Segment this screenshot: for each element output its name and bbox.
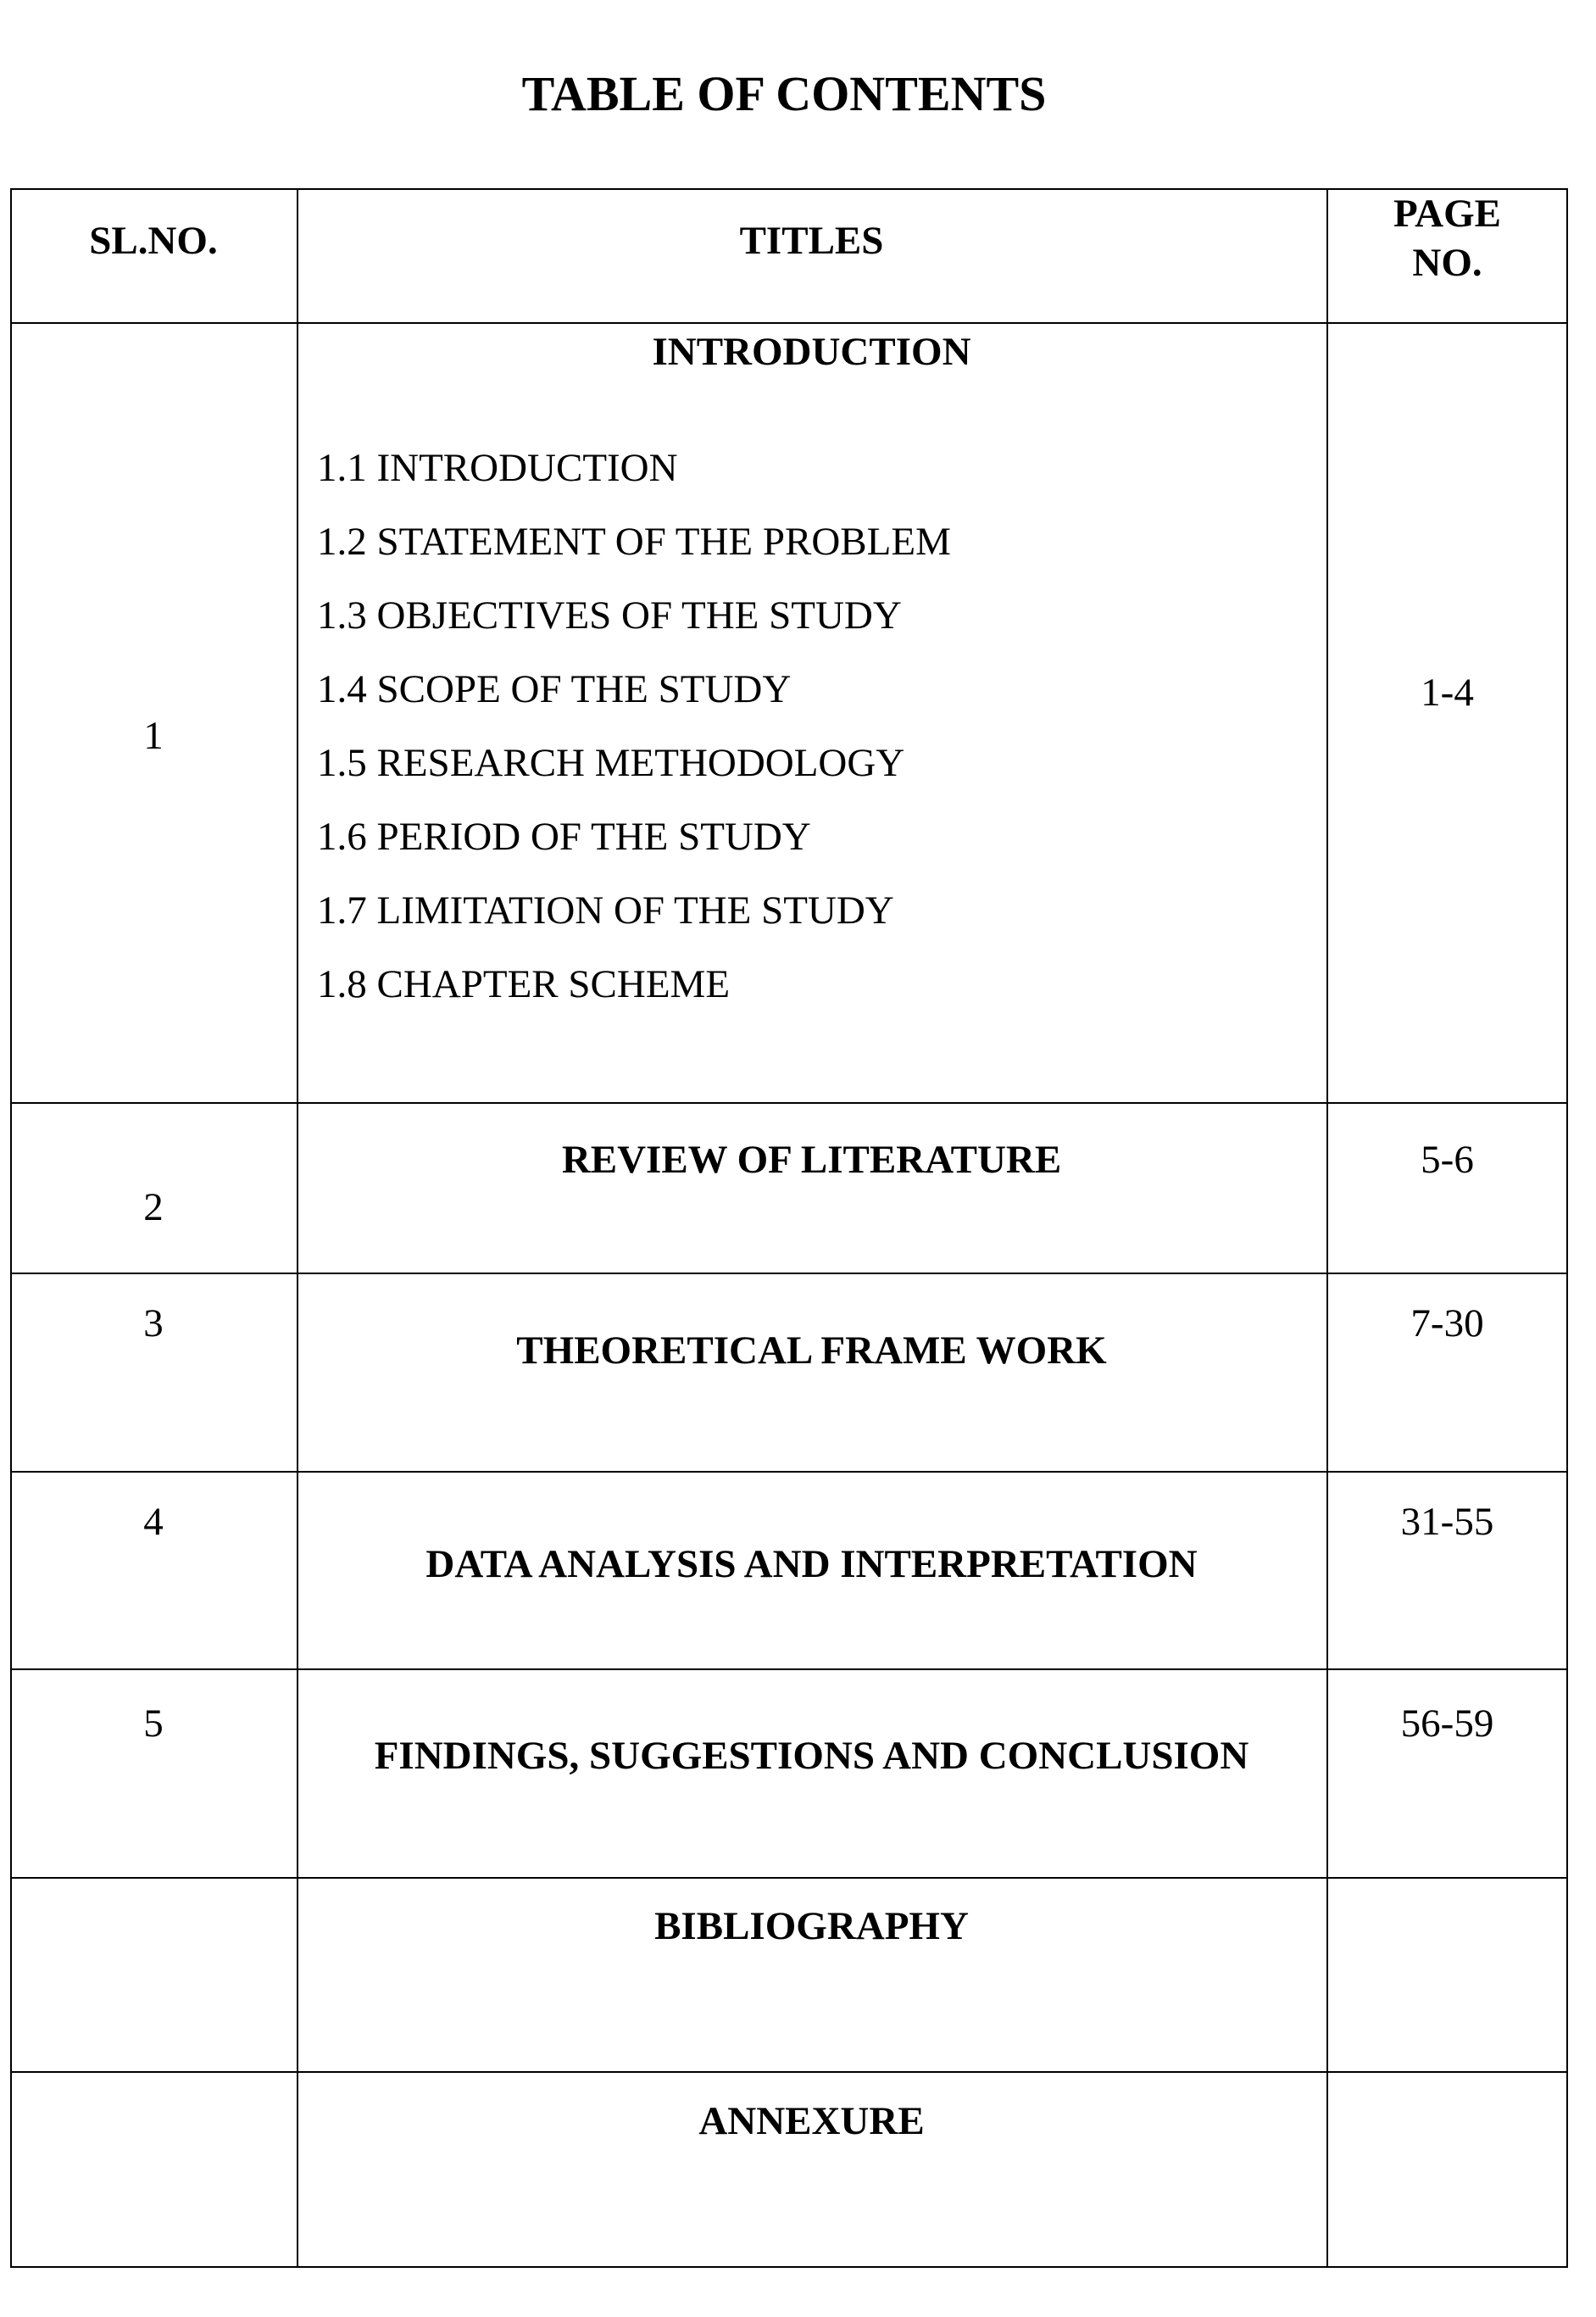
toc-subitem: 1.3 OBJECTIVES OF THE STUDY <box>317 593 902 638</box>
table-border-bottom <box>10 2266 1568 2268</box>
row-sl-no: 4 <box>143 1500 164 1544</box>
row-page-range: 5-6 <box>1421 1138 1474 1182</box>
header-sl-no: SL.NO. <box>89 219 218 263</box>
row-page-range: 1-4 <box>1421 671 1474 715</box>
row-divider <box>10 322 1568 324</box>
row-page-range: 56-59 <box>1400 1702 1494 1746</box>
row-page-range: 7-30 <box>1410 1301 1484 1345</box>
row-divider <box>10 1877 1568 1879</box>
row-title: DATA ANALYSIS AND INTERPRETATION <box>425 1542 1198 1586</box>
row-title: BIBLIOGRAPHY <box>654 1904 969 1948</box>
page-title: TABLE OF CONTENTS <box>521 66 1047 121</box>
toc-subitem: 1.7 LIMITATION OF THE STUDY <box>317 888 894 933</box>
table-border-right <box>1566 188 1568 2268</box>
column-divider <box>1326 188 1328 2268</box>
row-divider <box>10 2071 1568 2073</box>
row-title: FINDINGS, SUGGESTIONS AND CONCLUSION <box>374 1734 1249 1778</box>
toc-subitem: 1.4 SCOPE OF THE STUDY <box>317 667 792 711</box>
row-title: INTRODUCTION <box>652 330 971 374</box>
row-title: THEORETICAL FRAME WORK <box>516 1328 1107 1373</box>
toc-subitem: 1.2 STATEMENT OF THE PROBLEM <box>317 520 951 564</box>
header-titles: TITLES <box>739 219 884 263</box>
row-page-range: 31-55 <box>1400 1500 1494 1544</box>
row-divider <box>10 1668 1568 1670</box>
row-sl-no: 3 <box>143 1301 164 1345</box>
toc-subitem: 1.6 PERIOD OF THE STUDY <box>317 815 811 859</box>
header-page-no-line1: PAGE <box>1393 192 1502 236</box>
row-divider <box>10 1102 1568 1104</box>
row-divider <box>10 1273 1568 1274</box>
row-title: ANNEXURE <box>698 2099 925 2143</box>
row-sl-no: 1 <box>143 714 164 758</box>
row-sl-no: 5 <box>143 1702 164 1746</box>
header-page-no-line2: NO. <box>1412 241 1482 285</box>
row-title: REVIEW OF LITERATURE <box>561 1138 1062 1182</box>
toc-subitem: 1.8 CHAPTER SCHEME <box>317 962 731 1006</box>
toc-subitem: 1.1 INTRODUCTION <box>317 446 678 490</box>
toc-table <box>10 188 1568 2268</box>
row-sl-no: 2 <box>143 1185 164 1229</box>
row-divider <box>10 1471 1568 1473</box>
column-divider <box>297 188 298 2268</box>
toc-subitem: 1.5 RESEARCH METHODOLOGY <box>317 741 905 785</box>
